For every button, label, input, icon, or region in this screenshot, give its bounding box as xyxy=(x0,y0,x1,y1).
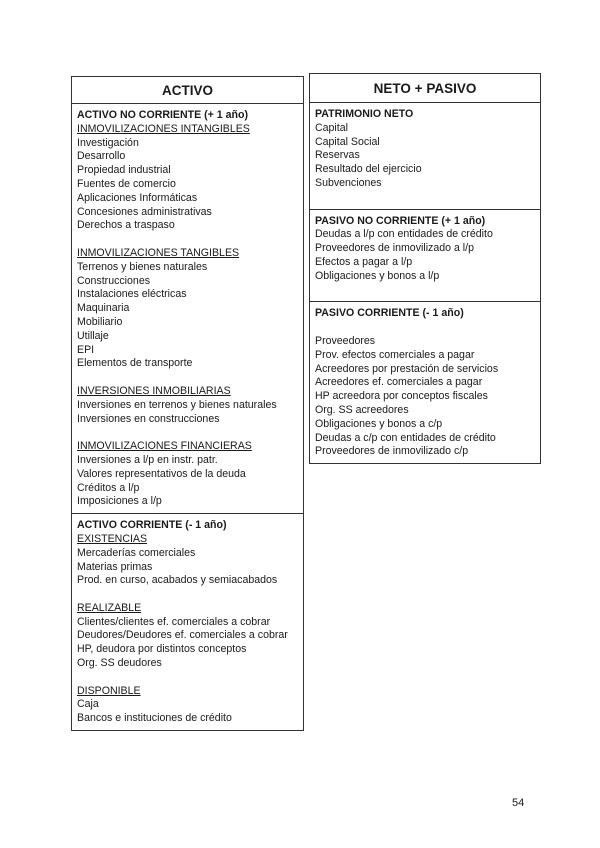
list-item: Prov. efectos comerciales a pagar xyxy=(315,348,475,361)
list-item: Org. SS acreedores xyxy=(315,403,409,416)
activo-corriente-title: ACTIVO CORRIENTE (- 1 año) xyxy=(77,519,227,532)
list-item: Utillaje xyxy=(77,329,109,342)
spacer xyxy=(77,426,298,440)
pasivo-header: NETO + PASIVO xyxy=(310,74,540,103)
list-item: Mobiliario xyxy=(77,315,123,328)
list-item: EPI xyxy=(77,343,95,356)
patrimonio-neto-section xyxy=(310,103,540,210)
list-item: HP, deudora por distintos conceptos xyxy=(77,643,247,656)
list-item: Investigación xyxy=(77,136,139,149)
list-item: Proveedores de inmovilizado c/p xyxy=(315,445,469,458)
activo-corriente-section xyxy=(72,514,303,730)
spacer xyxy=(77,233,298,247)
list-item: Subvenciones xyxy=(315,176,382,189)
group-heading: INMOVILIZACIONES FINANCIERAS xyxy=(77,440,252,453)
group-heading: INMOVILIZACIONES INTANGIBLES xyxy=(77,122,250,135)
spacer xyxy=(315,284,535,298)
list-item: Clientes/clientes ef. comerciales a cobrar xyxy=(77,615,271,628)
list-item: Acreedores por prestación de servicios xyxy=(315,362,499,375)
activo-table xyxy=(71,76,304,731)
list-item: Créditos a l/p xyxy=(77,481,140,494)
list-item: Desarrollo xyxy=(77,150,126,163)
patrimonio-neto-title: PATRIMONIO NETO xyxy=(315,108,414,120)
list-item: Bancos e instituciones de crédito xyxy=(77,712,232,725)
list-item: Capital xyxy=(315,121,348,134)
pasivo-corriente-section xyxy=(310,302,540,463)
list-item: Fuentes de comercio xyxy=(77,177,176,190)
list-item: Deudas a c/p con entidades de crédito xyxy=(315,431,496,444)
list-item: Concesiones administrativas xyxy=(77,205,212,218)
group-heading: REALIZABLE xyxy=(77,601,142,614)
activo-no-corriente-title: ACTIVO NO CORRIENTE (+ 1 año) xyxy=(77,109,248,121)
group-heading: INMOVILIZACIONES TANGIBLES xyxy=(77,246,240,259)
spacer xyxy=(77,371,298,385)
pasivo-no-corriente-title: PASIVO NO CORRIENTE (+ 1 año) xyxy=(315,214,486,227)
list-item: Elementos de transporte xyxy=(77,357,193,370)
list-item: Proveedores xyxy=(315,334,376,347)
spacer xyxy=(315,321,535,335)
list-item: Imposiciones a l/p xyxy=(77,495,162,508)
list-item: Valores representativos de la deuda xyxy=(77,467,246,480)
list-item: Caja xyxy=(77,698,99,711)
group-heading: DISPONIBLE xyxy=(77,684,141,697)
list-item: Acreedores ef. comerciales a pagar xyxy=(315,376,483,389)
list-item: Resultado del ejercicio xyxy=(315,163,422,176)
list-item: Obligaciones y bonos a l/p xyxy=(315,269,440,282)
pasivo-table xyxy=(309,73,541,464)
pasivo-corriente-title: PASIVO CORRIENTE (- 1 año) xyxy=(315,307,464,320)
list-item: Terrenos y bienes naturales xyxy=(77,260,208,273)
list-item: Proveedores de inmovilizado a l/p xyxy=(315,242,474,255)
spacer xyxy=(77,588,298,602)
list-item: Prod. en curso, acabados y semiacabados xyxy=(77,574,278,587)
list-item: Materias primas xyxy=(77,560,153,573)
list-item: Reservas xyxy=(315,149,360,162)
list-item: Mercaderías comerciales xyxy=(77,546,196,559)
list-item: Deudas a l/p con entidades de crédito xyxy=(315,228,493,241)
list-item: HP acreedora por conceptos fiscales xyxy=(315,390,488,403)
list-item: Capital Social xyxy=(315,135,380,148)
list-item: Construcciones xyxy=(77,274,151,287)
list-item: Inversiones a l/p en instr. patr. xyxy=(77,453,218,466)
group-heading: INVERSIONES INMOBILIARIAS xyxy=(77,384,231,397)
list-item: Inversiones en terrenos y bienes naturales xyxy=(77,398,277,411)
list-item: Derechos a traspaso xyxy=(77,219,175,232)
spacer xyxy=(77,671,298,685)
pasivo-no-corriente-section xyxy=(310,210,540,303)
list-item: Propiedad industrial xyxy=(77,164,171,177)
group-heading: EXISTENCIAS xyxy=(77,532,148,545)
activo-no-corriente-section xyxy=(72,104,303,514)
list-item: Inversiones en construcciones xyxy=(77,412,220,425)
list-item: Maquinaria xyxy=(77,302,130,315)
spacer xyxy=(315,191,535,205)
list-item: Aplicaciones Informáticas xyxy=(77,191,198,204)
list-item: Instalaciones eléctricas xyxy=(77,288,187,301)
page-number: 54 xyxy=(512,797,525,809)
activo-header: ACTIVO xyxy=(72,77,303,104)
list-item: Obligaciones y bonos a c/p xyxy=(315,417,443,430)
list-item: Deudores/Deudores ef. comerciales a cobrar xyxy=(77,629,288,642)
list-item: Efectos a pagar a l/p xyxy=(315,255,413,268)
list-item: Org. SS deudores xyxy=(77,657,162,670)
